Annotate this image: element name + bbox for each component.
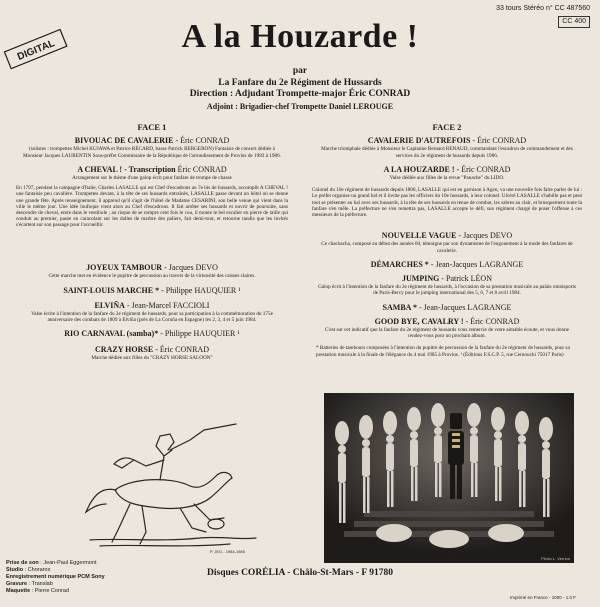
dancers-photo: [324, 393, 574, 563]
track-note: Galop écrit à l'intention de la fanfare du 2e régiment de hussards, à l'occasion de sa prestation musicale au palais omnisports de Paris-Bercy pour le jumping international des 5, 6, 7 et 8 avril 1984.: [318, 284, 576, 297]
hussar-sketch-image: [60, 420, 260, 555]
track-author: Jacques DEVO: [168, 263, 218, 273]
track-author: Jean-Jacques LAGRANGE: [423, 302, 512, 312]
svg-text:DIGITAL: DIGITAL: [15, 38, 57, 63]
track-note: Ce chachacha, composé au début des années 60, témoigne par son dynamisme de l'engouement à la mode des fanfares de cavalerie.: [321, 241, 573, 254]
track-author: Éric CONRAD: [180, 136, 230, 146]
track-title: ELVIÑA: [94, 300, 125, 310]
track-title: SAMBA *: [382, 302, 417, 312]
track-author: Éric CONRAD: [159, 344, 209, 354]
production-line: Prise de son : Jean-Paul Eggermont: [6, 560, 97, 566]
production-line: Gravure : Translab: [6, 581, 53, 587]
track-item: NOUVELLE VAGUE - Jacques DEVO: [381, 231, 513, 241]
track-note: Cette marche met en évidence le pupitre de percussion au travers de la virtuosité des caisses claires.: [48, 273, 256, 280]
track-title: BIVOUAC DE CAVALERIE: [74, 136, 174, 146]
track-note: C'est sur cet indicatif que la fanfare du 2e régiment de hussards vous remercie de votre aimable écoute, et vous donne rendez-vous pour un prochain album.: [325, 327, 569, 340]
face1-history: En 1797, pendant la campagne d'Italie, Charles LASALLE qui est Chef d'escadrons au 7e bis de hussards, accomplit A CHEVAL ! une fantaisie peu cavalière. Trompettes devant, à la tête de ses hussards entraînés, LASALLE passe devant un hôtel où se donne une grande fête. Après renseignement, il apprend qu'il s'agit de l'hôtel de Madame CESARINI, son belle venue qui vient dans la ville le même jour. Une idée loufoque vient alors au Chef d'escadrons. Il fait arrêter ses hussards et ouvrir de poursuite, sans descendre de cheval, entre dans le vestibule ; au risque de se rompre cent fois le cou, il monte le bel escalier en pierre de taille qui conduit au premier, passe en caracolant sur les dalles de marbre des paliers, fait demi-tour, et retourne tandis que les invités s'écartent sur son passage pour l'accueillir.: [16, 185, 288, 229]
track-note: Valse écrite à l'intention de la fanfare du 2e régiment de hussards, pour sa participation à la commémoration du 175e anniversaire des combats de 1809 à Elviña (près de La Coruña en Espagne) les 2, 3, 4 et 5 juin 1984.: [31, 311, 273, 324]
track-note: (solistes : trompettes Michel KUJAWA et Patrice RÉCARD, basse Patrick BERGERON) Fantaisie de concert dédiée à Monsieur Jacques LAURENTIN Sous-préfet Commissaire de la République de l'arrondissement de Provins de 1983 à 1986.: [23, 146, 281, 159]
printer-note: Imprimé en France - 1000 - 1.0 F: [509, 595, 576, 600]
track-title: RIO CARNAVAL (samba)*: [64, 329, 159, 339]
track-note: Valse dédiée aux filles de la revue "Panache" du LIDO.: [389, 175, 505, 182]
track-item: SAINT-LOUIS MARCHE * - Philippe HAUQUIER ¹: [63, 285, 241, 295]
track-author: Jean-Marcel FACCIOLI: [131, 300, 210, 310]
photo-caption: Photo L. Vernon: [541, 556, 570, 561]
track-item: CAVALERIE D'AUTREFOIS - Éric CONRAD: [367, 136, 527, 146]
track-author: Philippe HAUQUIER ¹: [164, 329, 240, 339]
production-line: Maquette : Pierre Conrad: [6, 588, 69, 594]
track-title: SAINT-LOUIS MARCHE *: [63, 285, 160, 295]
track-author: Philippe HAUQUIER ¹: [165, 285, 241, 295]
face2-history: Colonel du 10e régiment de hussards depuis 1800, LASALLE qui est en garnison à Agen, va une nouvelle fois faire parler de lui : Le préfet organise un grand bal et il invite pas les officiers du 10e hussards, à leur colonel. Ulcéré LASALLE s'habille pas et peut tout se présenter au bal avec ses hussards, à la tête de ses hussards en tenue de combat, les sabres au clair, et brusquement toute la fanfare s'en mêle. La préfecture ne s'en remettra pas, LASALLE accepte le défi, son régiment chargé de poser l'offense à ces messieurs de la préfecture.: [312, 187, 582, 219]
catalog-code: CC 400: [558, 16, 590, 28]
track-item: JUMPING - Patrick LÉON: [402, 274, 492, 284]
credits-line1: La Fanfare du 2e Régiment de Hussards: [218, 77, 382, 88]
face2-heading: FACE 2: [432, 122, 462, 132]
catalog-line: 33 tours Stéréo n° CC 487560: [496, 5, 590, 12]
track-title: NOUVELLE VAGUE: [381, 231, 457, 241]
track-author: Jacques DEVO: [463, 231, 513, 241]
credits-line3: Adjoint : Brigadier-chef Trompette Daniel LEROUGE: [206, 101, 394, 111]
track-item: BIVOUAC DE CAVALERIE - Éric CONRAD: [74, 136, 230, 146]
track-item: CRAZY HORSE - Éric CONRAD: [95, 344, 209, 354]
track-author: Patrick LÉON: [446, 274, 492, 284]
track-title: CRAZY HORSE: [95, 344, 154, 354]
credits-par: par: [292, 66, 308, 76]
sketch-caption: P. JEG - 1984-1985: [210, 549, 245, 554]
track-item: [16, 164, 288, 174]
track-item: ELVIÑA - Jean-Marcel FACCIOLI: [94, 300, 210, 310]
track-item: RIO CARNAVAL (samba)* - Philippe HAUQUIER ¹: [64, 329, 240, 339]
credits-block: [0, 66, 600, 112]
track-item: JOYEUX TAMBOUR - Jacques DEVO: [86, 263, 218, 273]
track-author: Éric CONRAD: [470, 316, 520, 326]
face1-heading: FACE 1: [137, 122, 167, 132]
production-line: Studio : Chorarox: [6, 567, 51, 573]
face2-footnote: * Batteries de tambours composées à l'intention du pupitre de percussion de la fanfare du 2e régiment de hussards, pour sa prestation musicale à la finale de l'élégance du 4 mai 1985 à Provins. ¹ (Éditions F.S.C.P. 5, rue Cernouchi 75017 Paris): [316, 345, 570, 358]
track-item: GOOD BYE, CAVALRY ! - Éric CONRAD: [374, 316, 520, 326]
track-author: Éric CONRAD: [477, 136, 527, 146]
track-item: DÉMARCHES * - Jean-Jacques LAGRANGE: [370, 259, 524, 269]
track-title: A CHEVAL ! - Transcription: [77, 164, 176, 174]
track-author: Éric CONRAD: [177, 164, 227, 174]
track-title: CAVALERIE D'AUTREFOIS: [367, 136, 471, 146]
track-title: A LA HOUZARDE !: [383, 164, 455, 174]
track-title: GOOD BYE, CAVALRY !: [374, 316, 464, 326]
track-note: Arrangement sur le thème d'une galop écrit pour fanfare de trompe de chasse: [72, 175, 232, 182]
track-note: Marche triomphale dédiée à Monsieur le Capitaine Bernard RENAUD, commandant l'escadron de commandement et des services du 2e régiment de hussards depuis 1986.: [321, 146, 573, 159]
production-line: Enregistrement numérique PCM Sony: [6, 574, 105, 580]
track-title: JUMPING: [402, 274, 440, 284]
track-author: Jean-Jacques LAGRANGE: [435, 259, 524, 269]
track-item: SAMBA * - Jean-Jacques LAGRANGE: [382, 302, 512, 312]
credits-line2: Direction : Adjudant Trompette-major Éric CONRAD: [189, 89, 411, 99]
track-item: A LA HOUZARDE ! - Éric CONRAD: [383, 164, 511, 174]
label-footer: Disques CORÉLIA - Châlo-St-Mars - F 91780: [207, 568, 393, 578]
track-author: Éric CONRAD: [461, 164, 511, 174]
track-title: DÉMARCHES *: [370, 259, 429, 269]
face2-column: [312, 124, 582, 358]
track-note: Marche dédiée aux filles du "CRAZY HORSE SALOON": [91, 354, 213, 361]
track-title: JOYEUX TAMBOUR: [86, 263, 163, 273]
face1-column: [16, 124, 288, 361]
album-title: A la Houzarde !: [181, 18, 419, 55]
